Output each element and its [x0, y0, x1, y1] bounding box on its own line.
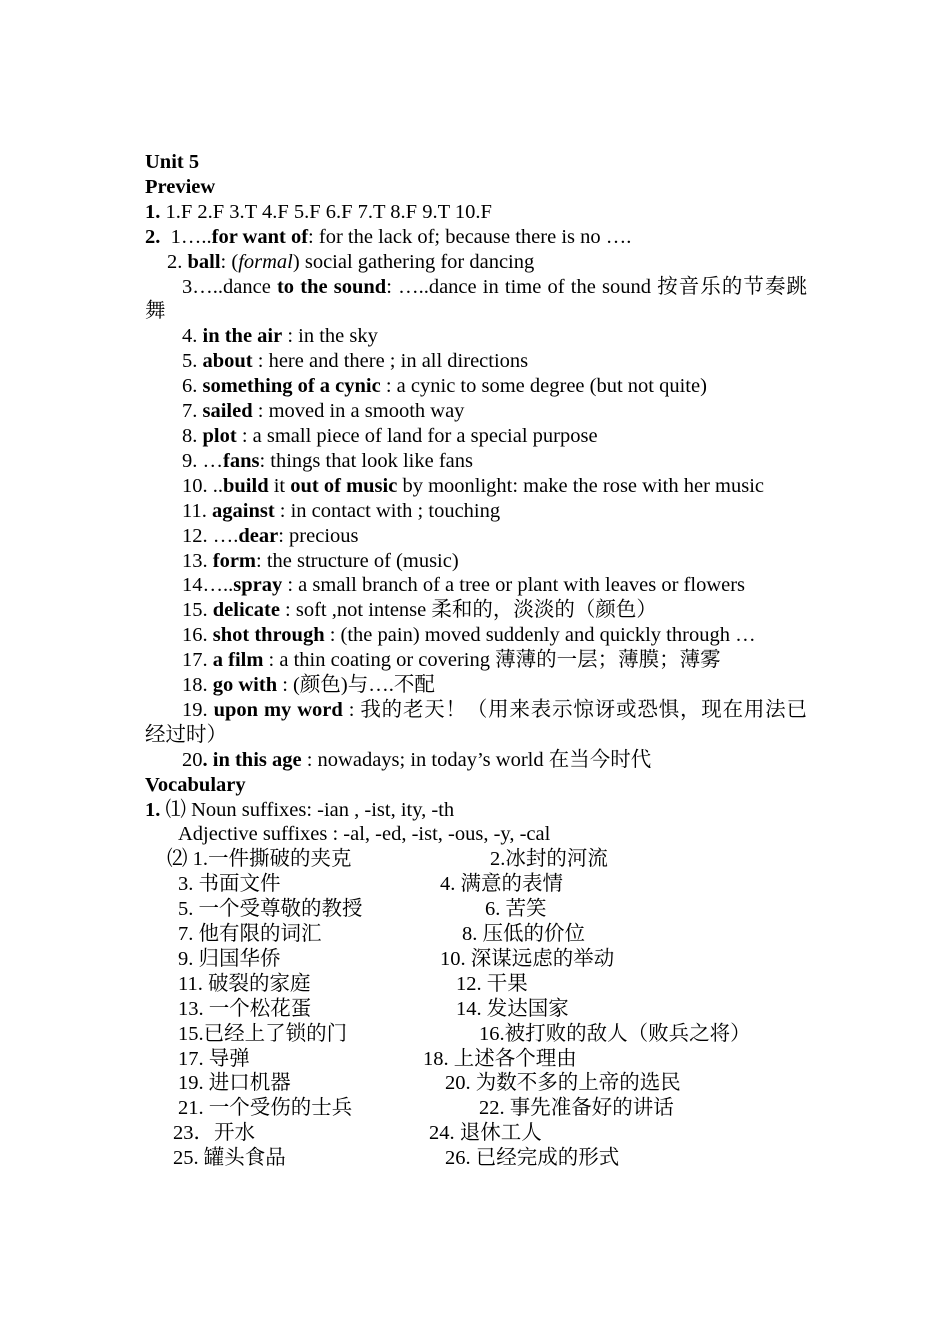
- vocabulary-heading: Vocabulary: [145, 773, 246, 796]
- phrase-row: 3. 书面文件 4. 满意的表情: [178, 873, 563, 896]
- preview-item-3: 3…..dance to the sound: …..dance in time of the sound 按音乐的节奏跳舞: [145, 275, 807, 323]
- preview-q1: 1. 1.F 2.F 3.T 4.F 5.F 6.F 7.T 8.F 9.T 10.F: [145, 200, 492, 223]
- phrase-row: 23．开水 24. 退休工人: [173, 1122, 542, 1145]
- preview-item-8: 8. plot : a small piece of land for a special purpose: [182, 424, 598, 447]
- phrase-row: 11. 破裂的家庭 12. 干果: [178, 972, 528, 995]
- phrase-row: 21. 一个受伤的士兵 22. 事先准备好的讲话: [178, 1097, 674, 1120]
- phrase-row: ⑵ 1.一件撕破的夹克 2.冰封的河流: [167, 848, 608, 871]
- preview-item-16: 16. shot through : (the pain) moved suddenly and quickly through …: [182, 624, 756, 647]
- preview-item-6: 6. something of a cynic : a cynic to some degree (but not quite): [182, 375, 707, 398]
- preview-item-15: 15. delicate : soft ,not intense 柔和的，淡淡的（颜色）: [182, 599, 657, 622]
- unit-title: Unit 5: [145, 151, 200, 173]
- preview-item-5: 5. about : here and there ; in all directions: [182, 350, 529, 373]
- phrase-row: 25. 罐头食品 26. 已经完成的形式: [173, 1147, 620, 1170]
- preview-item-14: 14…..spray : a small branch of a tree or plant with leaves or flowers: [182, 574, 746, 597]
- phrase-row: 17. 导弹 18. 上述各个理由: [178, 1047, 577, 1070]
- phrase-row: 15.已经上了锁的门 16.被打败的敌人（败兵之将）: [178, 1022, 751, 1045]
- preview-item-19: 19. upon my word : 我的老天！（用来表示惊讶或恐惧，现在用法已经过时）: [145, 698, 807, 746]
- preview-item-10: 10. ..build it out of music by moonlight: make the rose with her music: [182, 474, 764, 497]
- preview-item-17: 17. a film : a thin coating or covering 薄薄的一层；薄膜；薄雾: [182, 649, 721, 672]
- preview-heading: Preview: [145, 175, 216, 198]
- vocabulary-adjective-suffixes: Adjective suffixes : -al, -ed, -ist, -ous, -y, -cal: [178, 823, 551, 846]
- phrase-row: 19. 进口机器 20. 为数不多的上帝的选民: [178, 1072, 681, 1095]
- phrase-row: 9. 归国华侨 10. 深谋远虑的举动: [178, 947, 615, 970]
- phrase-row: 5. 一个受尊敬的教授 6. 苦笑: [178, 898, 547, 921]
- preview-item-11: 11. against : in contact with ; touching: [182, 499, 501, 522]
- phrase-row: 7. 他有限的词汇 8. 压低的价位: [178, 923, 585, 946]
- preview-item-13: 13. form: the structure of (music): [182, 549, 459, 572]
- document-page: [145, 150, 807, 1171]
- phrase-row: 13. 一个松花蛋 14. 发达国家: [178, 997, 569, 1020]
- preview-item-7: 7. sailed : moved in a smooth way: [182, 400, 465, 423]
- preview-item-20: 20. in this age : nowadays; in today’s world 在当今时代: [182, 748, 652, 771]
- vocabulary-noun-suffixes: 1. ⑴ Noun suffixes: -ian , -ist, ity, -th: [145, 798, 455, 821]
- preview-item-18: 18. go with : (颜色)与….不配: [182, 674, 435, 697]
- preview-item-12: 12. ….dear: precious: [182, 524, 359, 547]
- preview-item-1: 2. 1…..for want of: for the lack of; because there is no ….: [145, 225, 632, 248]
- preview-item-9: 9. …fans: things that look like fans: [182, 449, 473, 472]
- preview-item-2: 2. ball: (formal) social gathering for dancing: [167, 250, 535, 273]
- preview-item-4: 4. in the air : in the sky: [182, 325, 378, 348]
